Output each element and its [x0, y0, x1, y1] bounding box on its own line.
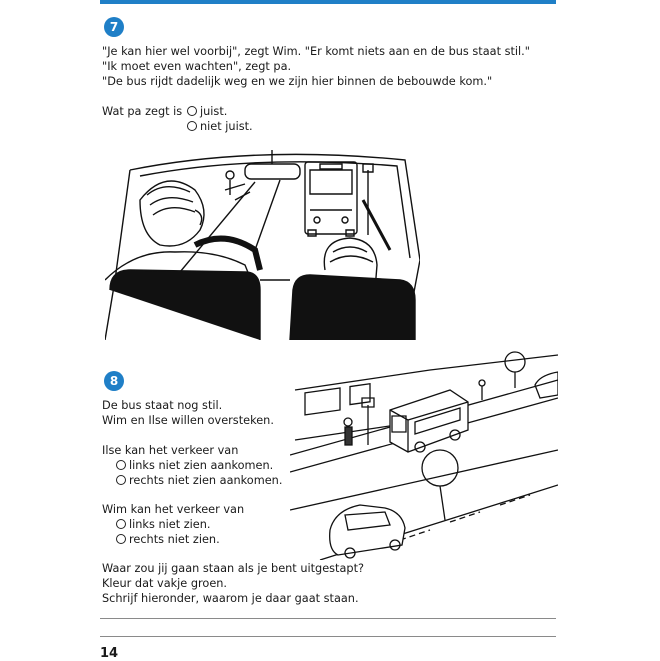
q7-line-1: "Je kan hier wel voorbij", zegt Wim. "Er komt niets aan en de bus staat stil." [102, 45, 530, 58]
option-label: rechts niet zien. [129, 533, 220, 546]
option-label: niet juist. [200, 120, 253, 133]
q8-task-3: Schrijf hieronder, waarom je daar gaat staan. [102, 592, 359, 605]
top-accent-bar [100, 0, 556, 4]
radio-button[interactable] [116, 534, 126, 544]
question-number-7: 7 [104, 17, 124, 37]
answer-line-2[interactable] [100, 636, 556, 637]
q7-option-niet-juist[interactable] [187, 119, 253, 134]
q7-line-3: "De bus rijdt dadelijk weg en we zijn hier binnen de bebouwde kom." [102, 75, 493, 88]
q8-intro-1: De bus staat nog stil. [102, 399, 223, 412]
option-label: links niet zien aankomen. [129, 459, 274, 472]
option-label: rechts niet zien aankomen. [129, 474, 283, 487]
q8-wim-option-links[interactable] [116, 517, 211, 532]
car-interior-illustration [105, 140, 420, 340]
radio-button[interactable] [187, 106, 197, 116]
q8-intro-2: Wim en Ilse willen oversteken. [102, 414, 274, 427]
street-scene-illustration [290, 350, 558, 560]
question-number-8: 8 [104, 371, 124, 391]
q7-line-2: "Ik moet even wachten", zegt pa. [102, 60, 292, 73]
option-label: juist. [200, 105, 228, 118]
radio-button[interactable] [116, 475, 126, 485]
answer-line-1[interactable] [100, 618, 556, 619]
q7-option-juist[interactable] [187, 104, 227, 119]
q8-ilse-question: Ilse kan het verkeer van [102, 444, 239, 457]
radio-button[interactable] [187, 121, 197, 131]
q8-task-2: Kleur dat vakje groen. [102, 577, 228, 590]
page-number: 14 [100, 646, 119, 661]
q8-task-1: Waar zou jij gaan staan als je bent uitgestapt? [102, 562, 365, 575]
radio-button[interactable] [116, 519, 126, 529]
option-label: links niet zien. [129, 518, 211, 531]
q8-wim-option-rechts[interactable] [116, 532, 220, 547]
radio-button[interactable] [116, 460, 126, 470]
q8-ilse-option-links[interactable] [116, 458, 273, 473]
q8-ilse-option-rechts[interactable] [116, 473, 282, 488]
q7-question: Wat pa zegt is [102, 105, 183, 118]
q8-wim-question: Wim kan het verkeer van [102, 503, 245, 516]
